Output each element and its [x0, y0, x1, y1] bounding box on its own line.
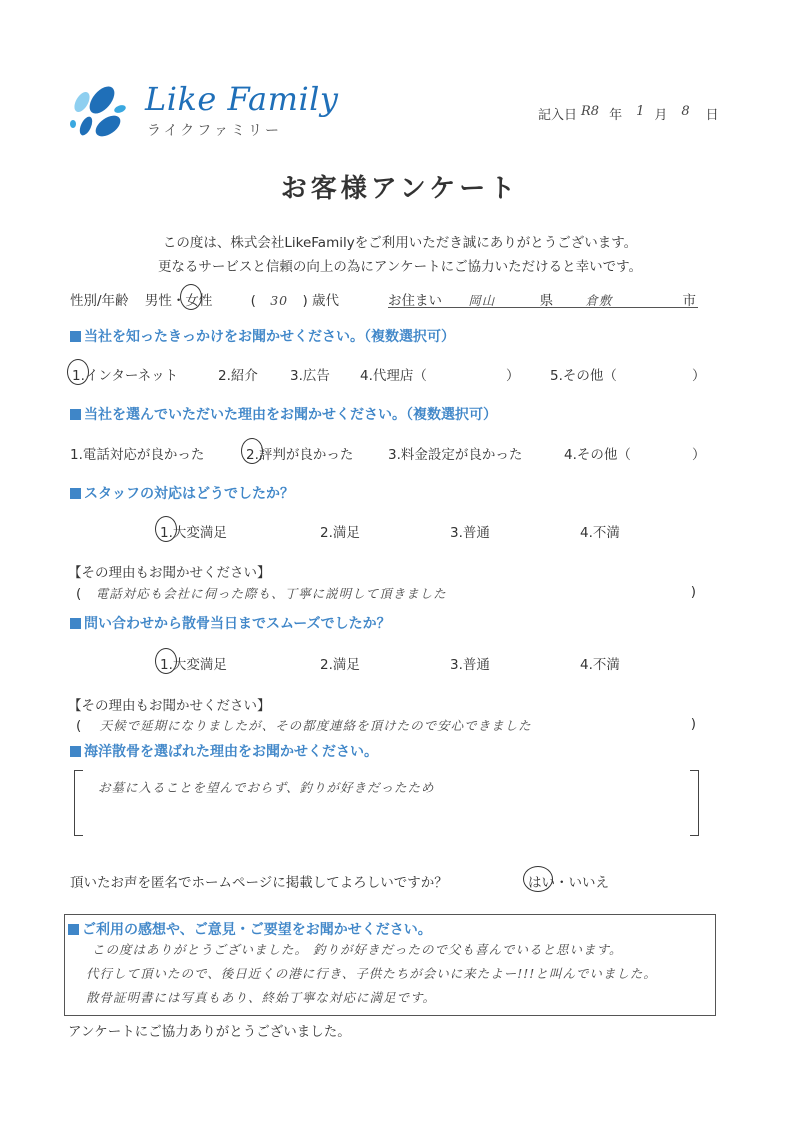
publish-option-no[interactable]: いいえ — [568, 875, 609, 891]
q2-options — [70, 443, 730, 463]
q2-header — [70, 404, 497, 424]
publish-question: 頂いたお声を匿名でホームページに掲載してよろしいですか？ — [70, 875, 448, 891]
q3-option-3[interactable]: 3.普通 — [450, 525, 490, 541]
q2-option-2[interactable] — [246, 443, 353, 463]
age-suffix: 歳代 — [312, 293, 340, 309]
paren-close: ) — [302, 293, 308, 309]
entry-date-label: 記入日 — [538, 108, 578, 123]
paren-open: ( — [76, 586, 82, 602]
year-label: 年 — [609, 108, 623, 123]
entry-date — [538, 104, 719, 123]
address-label: お住まい — [388, 293, 442, 309]
intro-line-2: 更なるサービスと信頼の向上の為にアンケートにご協力いただけると幸いです。 — [157, 259, 643, 275]
q4-reason-text: 天候で延期になりましたが、その都度連絡を頂けたので安心できました — [99, 718, 532, 733]
gender-option-male[interactable]: 男性 — [144, 293, 172, 309]
square-bullet-icon — [70, 331, 81, 342]
q1-header-text: 当社を知ったきっかけをお聞かせください。（複数選択可） — [84, 329, 455, 345]
gender-option-female[interactable] — [185, 289, 212, 309]
square-bullet-icon — [70, 488, 81, 499]
q1-header — [70, 326, 455, 346]
q1-option-2[interactable]: 2.紹介 — [218, 368, 258, 384]
feedback-line-2: 代行して頂いたので、後日近くの港に行き、子供たちが会いに来たよー!!!と叫んでいました。 — [86, 966, 657, 981]
q1-option-4[interactable]: 4.代理店（ — [360, 368, 427, 384]
q3-reason-field[interactable] — [76, 584, 696, 602]
square-bullet-icon — [70, 409, 81, 420]
q2-header-text: 当社を選んでいただいた理由をお聞かせください。（複数選択可） — [84, 407, 497, 423]
publish-yes-label: はい — [528, 875, 555, 891]
q4-options — [160, 653, 660, 673]
publish-options — [528, 871, 609, 891]
gender-female-label: 女性 — [185, 293, 213, 309]
q4-reason-field[interactable] — [76, 716, 696, 734]
q1-option-4-close: ） — [506, 368, 520, 384]
q3-reason-text: 電話対応も会社に伺った際も、丁寧に説明して頂きました — [95, 586, 447, 601]
paren-open: ( — [250, 293, 256, 309]
q3-reason-label: 【その理由もお聞かせください】 — [68, 565, 271, 581]
q4-header — [70, 613, 391, 633]
footer-thanks: アンケートにご協力ありがとうございました。 — [68, 1024, 351, 1040]
city-value: 倉敷 — [585, 293, 613, 308]
q4-reason-label: 【その理由もお聞かせください】 — [68, 698, 271, 714]
logo-subtext: ライクファミリー — [147, 123, 283, 139]
q4-header-text: 問い合わせから散骨当日までスムーズでしたか？ — [84, 616, 391, 632]
q1-option-3[interactable]: 3.広告 — [290, 368, 330, 384]
q3-option-1[interactable] — [160, 521, 227, 541]
q1-options — [72, 364, 732, 384]
bracket-left — [74, 770, 83, 836]
q2-option-4[interactable]: 4.その他（ — [564, 447, 631, 463]
paren-close: ) — [690, 716, 696, 732]
separator: ・ — [555, 875, 569, 891]
q1-option-5[interactable]: 5.その他（ — [550, 368, 617, 384]
publish-option-yes[interactable] — [528, 871, 555, 891]
water-drops-icon — [68, 84, 130, 140]
q4-option-1[interactable] — [160, 653, 227, 673]
q3-option-2[interactable]: 2.満足 — [320, 525, 360, 541]
age-value[interactable]: 30 — [270, 293, 289, 308]
logo-text: Like Family — [145, 80, 339, 118]
day-label: 日 — [705, 108, 719, 123]
profile-row — [70, 289, 339, 309]
q5-answer-text[interactable]: お墓に入ることを望んでおらず、釣りが好きだったため — [98, 780, 435, 795]
feedback-header-text: ご利用の感想や、ご意見・ご要望をお聞かせください。 — [82, 922, 432, 938]
q4-option-4[interactable]: 4.不満 — [580, 657, 620, 673]
entry-day-value: 8 — [681, 104, 690, 119]
intro-line-1: この度は、株式会社LikeFamilyをご利用いただき誠にありがとうございます。 — [162, 235, 638, 251]
city-label: 市 — [682, 293, 696, 309]
q4-option-2[interactable]: 2.満足 — [320, 657, 360, 673]
q5-header — [70, 741, 378, 761]
q3-header-text: スタッフの対応はどうでしたか？ — [84, 486, 294, 502]
q2-option-1[interactable]: 1.電話対応が良かった — [70, 447, 205, 463]
prefecture-value: 岡山 — [468, 293, 496, 308]
q3-option-1-label: 1.大変満足 — [160, 525, 227, 541]
feedback-line-3: 散骨証明書には写真もあり、終始丁寧な対応に満足です。 — [86, 990, 437, 1005]
entry-month-value: 1 — [636, 104, 645, 119]
feedback-line-1: この度はありがとうございました。 釣りが好きだったので父も喜んでいると思います。 — [92, 942, 623, 957]
q1-option-5-close: ） — [692, 368, 706, 384]
square-bullet-icon — [70, 618, 81, 629]
q3-header — [70, 483, 294, 503]
feedback-header — [68, 919, 432, 939]
page-title: お客様アンケート — [280, 174, 520, 204]
q3-options — [160, 521, 660, 541]
entry-year-value: R8 — [581, 104, 600, 119]
q3-option-4[interactable]: 4.不満 — [580, 525, 620, 541]
q2-option-2-label: 2.評判が良かった — [246, 447, 354, 463]
q2-option-3[interactable]: 3.料金設定が良かった — [388, 447, 523, 463]
q5-header-text: 海洋散骨を選ばれた理由をお聞かせください。 — [84, 744, 378, 760]
separator: ・ — [171, 293, 186, 309]
q2-option-4-close: ） — [692, 447, 706, 463]
month-label: 月 — [654, 108, 668, 123]
paren-close: ) — [690, 584, 696, 600]
q4-option-1-label: 1.大変満足 — [160, 657, 227, 673]
bracket-right — [690, 770, 699, 836]
square-bullet-icon — [68, 924, 79, 935]
paren-open: ( — [76, 718, 82, 734]
q1-option-1-label: 1.インターネット — [72, 368, 179, 384]
address-field[interactable] — [388, 289, 698, 308]
q4-option-3[interactable]: 3.普通 — [450, 657, 490, 673]
gender-age-label: 性別/年齢 — [70, 293, 129, 309]
prefecture-label: 県 — [539, 293, 554, 309]
square-bullet-icon — [70, 746, 81, 757]
q1-option-1[interactable] — [72, 364, 178, 384]
